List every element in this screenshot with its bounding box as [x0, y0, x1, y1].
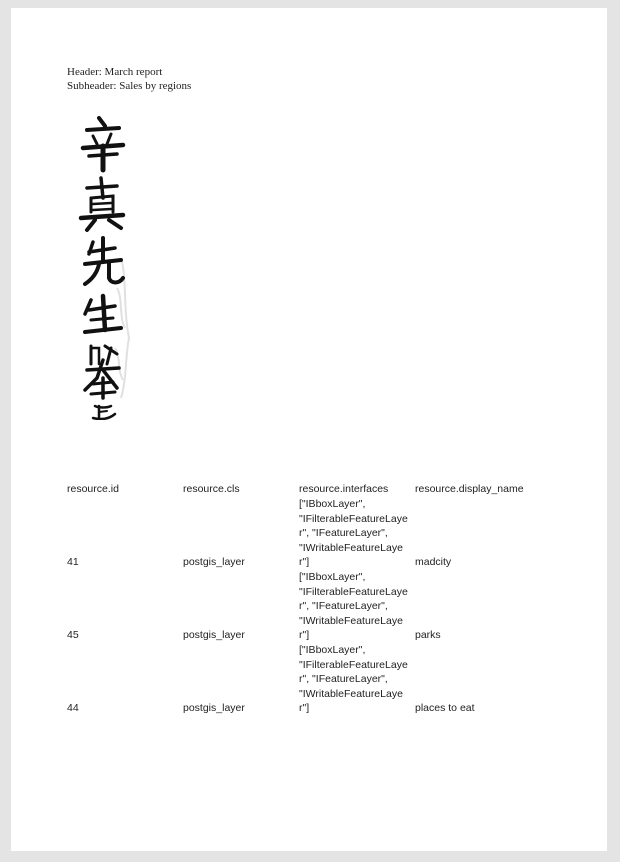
interfaces-cell [299, 497, 417, 570]
interfaces-line: r"] [299, 556, 310, 569]
interfaces-line: "IFilterableFeatureLaye [299, 585, 408, 598]
interfaces-line: r", "IFeatureLayer", [299, 600, 388, 613]
report-header: Header: March report [67, 66, 163, 78]
calligraphy-image [77, 108, 133, 420]
column-header: resource.interfaces [299, 483, 389, 495]
interfaces-line: r", "IFeatureLayer", [299, 673, 388, 686]
display-name-cell: parks [415, 629, 441, 641]
interfaces-line: r"] [299, 702, 310, 715]
column-header: resource.id [67, 483, 119, 495]
document-page [11, 8, 607, 851]
id-cell: 44 [67, 702, 79, 714]
display-name-cell: madcity [415, 556, 452, 568]
id-cell: 41 [67, 556, 79, 568]
id-cell: 45 [67, 629, 79, 641]
interfaces-cell [299, 570, 417, 643]
interfaces-line: "IFilterableFeatureLaye [299, 512, 408, 525]
interfaces-line: ["IBboxLayer", [299, 498, 366, 510]
display-name-cell: places to eat [415, 702, 475, 714]
column-header: resource.cls [183, 483, 240, 495]
interfaces-line: "IWritableFeatureLaye [299, 541, 403, 554]
header-block [67, 65, 191, 93]
cls-cell: postgis_layer [183, 556, 245, 568]
interfaces-line: "IWritableFeatureLaye [299, 614, 403, 627]
interfaces-line: "IFilterableFeatureLaye [299, 658, 408, 671]
interfaces-line: ["IBboxLayer", [299, 644, 366, 656]
cls-cell: postgis_layer [183, 702, 245, 714]
interfaces-line: r"] [299, 629, 310, 642]
interfaces-line: ["IBboxLayer", [299, 571, 366, 583]
interfaces-cell [299, 643, 417, 716]
report-subheader: Subheader: Sales by regions [67, 80, 192, 92]
interfaces-line: r", "IFeatureLayer", [299, 527, 388, 540]
column-header: resource.display_name [415, 483, 524, 495]
cls-cell: postgis_layer [183, 629, 245, 641]
interfaces-line: "IWritableFeatureLaye [299, 687, 403, 700]
